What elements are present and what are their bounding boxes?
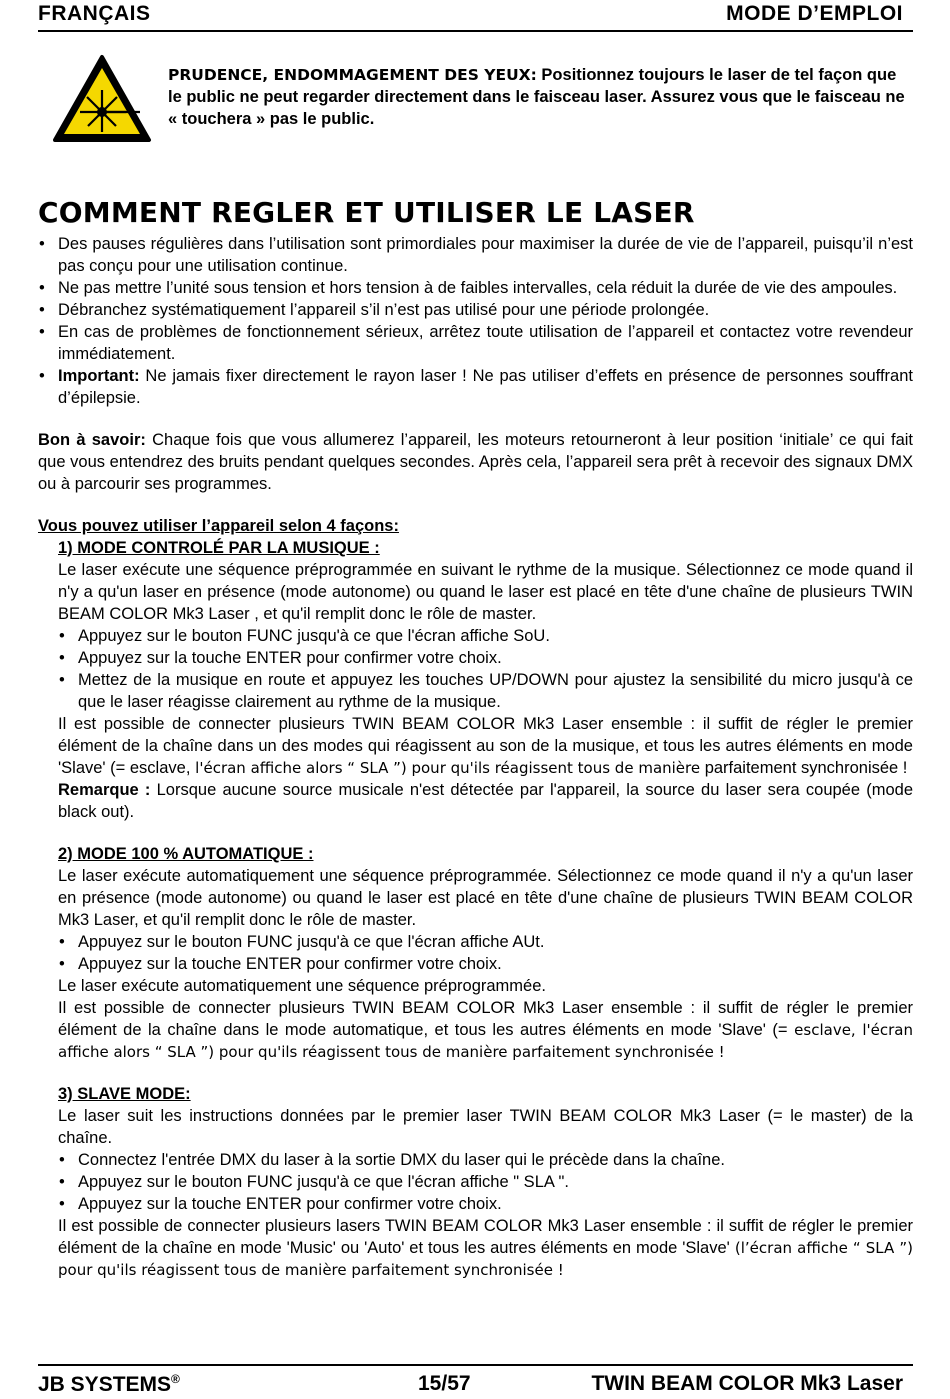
header-doc-type: MODE D’EMPLOI [726, 2, 903, 25]
good-to-know-text: Chaque fois que vous allumerez l’appareil, les moteurs retourneront à leur position ‘initiale’ ce qui fait que vous entendrez des bruits pendant quelques secondes. Après cela, l’appareil sera prêt à recevoir des signaux DMX ou à parcourir ses programmes. [38, 431, 913, 493]
document-body [38, 233, 913, 1281]
mode-music-chain [58, 713, 913, 779]
mode-music-title: 1) MODE CONTROLÉ PAR LA MUSIQUE : [58, 539, 380, 557]
mode-auto-title: 2) MODE 100 % AUTOMATIQUE : [58, 845, 314, 863]
list-item: • En cas de problèmes de fonctionnement sérieux, arrêtez toute utilisation de l’appareil et contactez votre revendeur immédiatement. [38, 321, 913, 365]
usage-bullets [38, 233, 913, 409]
mode-slave-intro: Le laser suit les instructions données par le premier laser TWIN BEAM COLOR Mk3 Laser (= le master) de la chaîne. [58, 1107, 913, 1147]
chain-text-slave: esclave, l'écran affiche alors “ SLA ”) pour qu'ils réagissent tous de manière parfaitement synchronisée ! [58, 1021, 913, 1061]
chain-text: Il est possible de connecter plusieurs lasers TWIN BEAM COLOR Mk3 Laser ensemble : il suffit de régler le premier élément de la chaîne en mode 'Music' ou 'Auto' et tous les autres éléments en mode 'Slave' [58, 1217, 913, 1257]
list-item-important [38, 365, 913, 409]
list-item: • Appuyez sur la touche ENTER pour confirmer votre choix. [58, 1193, 913, 1215]
list-item: • Des pauses régulières dans l’utilisation sont primordiales pour maximiser la durée de vie de l’appareil, puisqu’il n’est pas conçu pour une utilisation continue. [38, 233, 913, 277]
mode-slave-chain [58, 1215, 913, 1281]
list-item: • Appuyez sur la touche ENTER pour confirmer votre choix. [58, 953, 913, 975]
footer-product: TWIN BEAM COLOR Mk3 Laser [591, 1372, 903, 1395]
brand-name: JB SYSTEMS [38, 1373, 172, 1396]
chain-text: Il est possible de connecter plusieurs TWIN BEAM COLOR Mk3 Laser ensemble : il suffit de régler le premier élément de la chaîne dans le mode automatique, et tous les autres éléments en mode 'Slave' (= [58, 999, 913, 1039]
important-label: Important: [58, 367, 140, 385]
list-item: • Mettez de la musique en route et appuyez les touches UP/DOWN pour ajustez la sensibilité du micro jusqu'à ce que le laser réagisse clairement au rythme de la musique. [58, 669, 913, 713]
mode-auto-after: Le laser exécute automatiquement une séquence préprogrammée. [58, 977, 546, 995]
good-to-know-label: Bon à savoir: [38, 431, 146, 449]
chain-text-end: parfaitement synchronisée ! [700, 759, 908, 777]
mode-slave [58, 1083, 913, 1281]
footer-brand [38, 1372, 180, 1397]
list-item: • Appuyez sur le bouton FUNC jusqu'à ce que l'écran affiche SoU. [58, 625, 913, 647]
good-to-know [38, 429, 913, 495]
warning-text: Positionnez toujours le laser de tel façon que le public ne peut regarder directement dans le faisceau laser. Assurez vous que le faisceau ne « touchera » pas le public. [168, 66, 905, 128]
eye-damage-warning [168, 64, 913, 130]
mode-music-remark [58, 779, 913, 823]
list-item: • Débranchez systématiquement l’appareil s’il n’est pas utilisé pour une période prolongée. [38, 299, 913, 321]
laser-warning-icon [52, 54, 152, 144]
list-item: • Ne pas mettre l’unité sous tension et hors tension à de faibles intervalles, cela réduit la durée de vie des ampoules. [38, 277, 913, 299]
mode-music [58, 537, 913, 823]
remark-label: Remarque : [58, 781, 151, 799]
page-number: 15/57 [418, 1372, 471, 1395]
header-language: FRANÇAIS [38, 2, 151, 25]
chain-text-slave: l'écran affiche alors “ SLA ”) pour qu'ils réagissent tous de manière [190, 759, 701, 777]
mode-slave-title: 3) SLAVE MODE: [58, 1085, 191, 1103]
page-footer [38, 1364, 913, 1399]
list-item: • Connectez l'entrée DMX du laser à la sortie DMX du laser qui le précède dans la chaîne. [58, 1149, 913, 1171]
remark-text: Lorsque aucune source musicale n'est détectée par l'appareil, la source du laser sera coupée (mode black out). [58, 781, 913, 821]
mode-auto-chain [58, 997, 913, 1063]
chain-text: Il est possible de connecter plusieurs TWIN BEAM COLOR Mk3 Laser ensemble : il suffit de régler le premier élément de la chaîne dans un des modes qui réagissent au son de la musique, et tous les autres éléments en mode 'Slave' (= esclave, [58, 715, 913, 777]
list-item: • Appuyez sur le bouton FUNC jusqu'à ce que l'écran affiche AUt. [58, 931, 913, 953]
warning-title: PRUDENCE, ENDOMMAGEMENT DES YEUX: [168, 66, 537, 84]
page-header [38, 2, 913, 32]
chain-text-slave: (l’écran affiche “ SLA ”) pour qu'ils réagissent tous de manière parfaitement synchronisée ! [58, 1239, 913, 1279]
mode-auto [58, 843, 913, 1063]
list-item: • Appuyez sur la touche ENTER pour confirmer votre choix. [58, 647, 913, 669]
modes-intro: Vous pouvez utiliser l’appareil selon 4 façons: [38, 517, 399, 535]
list-item: • Appuyez sur le bouton FUNC jusqu'à ce que l'écran affiche " SLA ". [58, 1171, 913, 1193]
registered-mark: ® [171, 1372, 180, 1386]
important-text: Ne jamais fixer directement le rayon laser ! Ne pas utiliser d’effets en présence de personnes souffrant d’épilepsie. [58, 367, 913, 407]
section-title: COMMENT REGLER ET UTILISER LE LASER [38, 196, 695, 229]
mode-music-intro: Le laser exécute une séquence préprogrammée en suivant le rythme de la musique. Sélectionnez ce mode quand il n'y a qu'un laser en présence (mode autonome) ou quand le laser est placé en tête d'une chaîne de plusieurs TWIN BEAM COLOR Mk3 Laser , et qu'il remplit donc le rôle de master. [58, 561, 913, 623]
mode-auto-intro: Le laser exécute automatiquement une séquence préprogrammée. Sélectionnez ce mode quand il n'y a qu'un laser en présence (mode autonome) ou quand le laser est placé en tête d'une chaîne de plusieurs TWIN BEAM COLOR Mk3 Laser, et qu'il remplit donc le rôle de master. [58, 867, 913, 929]
